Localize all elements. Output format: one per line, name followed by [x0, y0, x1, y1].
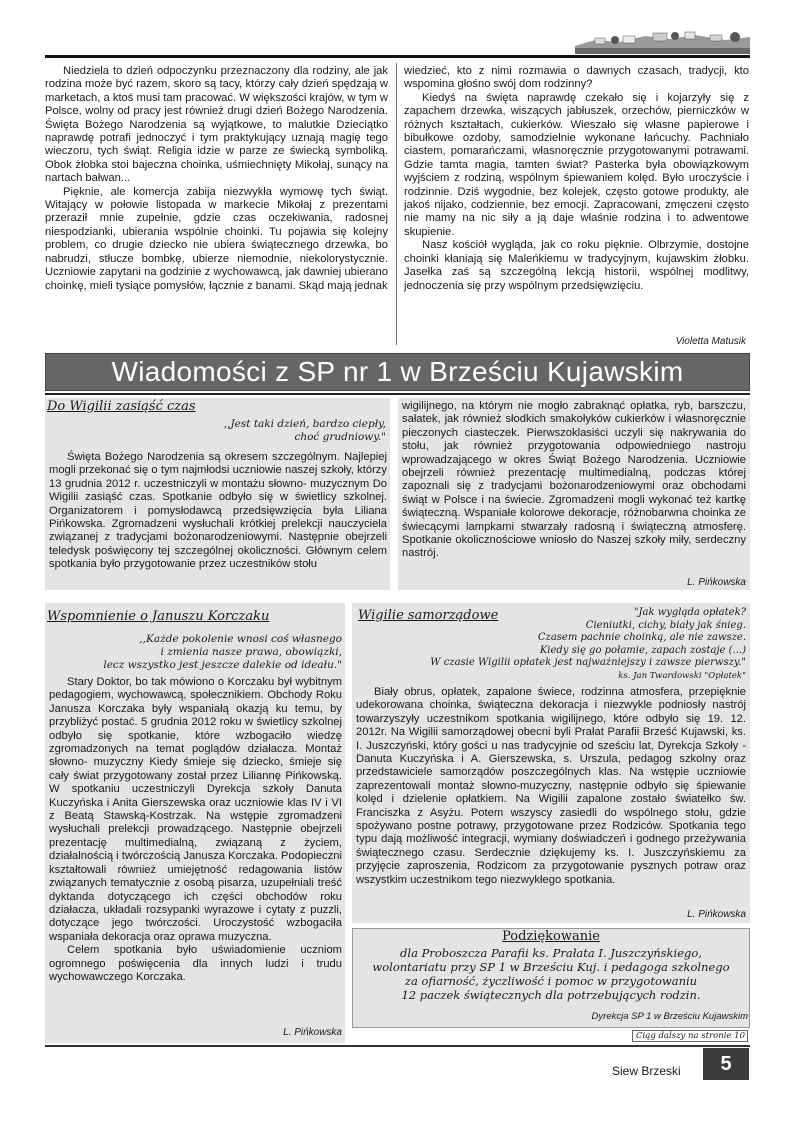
intro-article-right [404, 65, 749, 293]
top-rule [45, 55, 750, 58]
thanks-heading: Podziękowanie [502, 929, 600, 944]
author-signature: L. Pińkowska [687, 909, 746, 920]
article-paragraph: Stary Doktor, bo tak mówiono o Korczaku był wybitnym pedagogiem, wychowawcą, społecznikiem. Obchody Roku Janusza Korczaka były wspaniałą okazją ku temu, by przybliżyć postać. 5 grudnia 2012 roku w świetlicy szkolnej odbyło się spotkanie, które wzbogaciło wiedzę zgromadzonych na temat poglądów działacza. Montaż słowno- muzyczny Kiedy śmieje się dziecko, śmieje się cały świat przygotowany został przez Liliannę Pińkowską. W spotkaniu uczestniczyli Dyrekcja szkoły Danuta Kuczyńska i Anita Gierszewska oraz uczniowie klas IV i VI z Beatą Stawską-Kostrzak. Na wstępie zgromadzeni wysłuchali prelekcji prowadzącego. Następnie obejrzeli prezentację multimedialną, związaną z życiem, działalnością i twórczością Janusza Korczaka. Podopieczni kształtowali również umiejętność redagowania listów związanych tematycznie z osobą pisarza, uzupełniali treść dyktanda dotyczącego ich części obchodów roku działacza, układali rozsypanki wyrazowe i cytaty z puzzli, dotyczące jego twórczości. Uroczystość wzbogaciła wspaniała dekoracja oraz oprawa muzyczna. [49, 676, 342, 943]
author-signature: Violetta Matusik [675, 336, 746, 347]
magazine-name: Siew Brzeski [612, 1064, 681, 1078]
article-paragraph: Święta Bożego Narodzenia są okresem szczególnym. Najlepiej mogli przekonać się o tym najmłodsi uczniowie naszej szkoły, którzy 13 grudnia 2012 r. uczestniczyli w montażu słowno- muzycznym Do Wigilii zasiąść czas. Spotkanie odbyło się w świetlicy szkolnej. Organizatorem i pomysłodawcą przedsięwzięcia była Liliana Pińkowska. Zgromadzeni wysłuchali krótkiej prelekcji nauczyciela związanej z tradycjami bożonarodzeniowymi. Następnie obejrzeli teledysk poświęcony tej szczególnej okoliczności. Głównym celem spotkania było przygotowanie przez uczestników stołu [49, 451, 387, 571]
wigilii-text-right [402, 400, 746, 561]
article-heading: Do Wigilii zasiąść czas [47, 399, 196, 414]
header-landscape-photo [575, 24, 750, 54]
korczak-text [49, 676, 342, 984]
article-paragraph: Biały obrus, opłatek, zapalone świece, rodzinna atmosfera, przepięknie udekorowana choinka, świąteczna dekoracja i niezwykle podniosły nastrój towarzyszyły uczestnikom spotkania wigilijnego, które odbyło się 19. 12. 2012r. Na Wigilii samorządowej obecni byli Prałat Parafii Brześć Kujawski, ks. I. Juszczyński, który gości u nas tradycyjnie od sześciu lat, Dyrekcja Szkoły - Danuta Kuczyńska i A. Gierszewska, s. Urszula, pedagog szkolny oraz przedstawiciele samorządów poszczególnych klas. Na wstępie uczniowie zaprezentowali montaż słowno-muzyczny, następnie odbyło się śpiewanie kolęd i dzielenie opłatkiem. Na Wigilii zapalone zostało światełko św. Franciszka z Asyżu. Potem wszyscy zasiedli do wspólnego stołu, gdzie spożywano postne potrawy, przygotowane przez Rodziców. Spotkania tego typu dają możliwość integracji, wymiany doświadczeń i godnego przeżywania świątecznego czasu. Serdecznie dziękujemy ks. I. Juszczyńskiemu za przyjęcie zaproszenia, Rodzicom za przygotowanie pysznych potraw oraz wszystkim uczestnikom tego niezwykłego spotkania. [356, 686, 746, 886]
article-heading: Wspomnienie o Januszu Korczaku [47, 609, 270, 624]
article-quote: ,,Jest taki dzień, bardzo ciepły, choć grudniowy." [223, 418, 386, 443]
article-heading: Wigilie samorządowe [358, 608, 499, 623]
continued-note: Ciąg dalszy na stronie 10 [632, 1030, 748, 1042]
wigilii-text-left [49, 451, 387, 572]
intro-paragraph: Niedziela to dzień odpoczynku przeznaczony dla rodziny, ale jak rodzina może być razem, skoro są tacy, którzy cały dzień spędzają w marketach, a ktoś musi tam pracować. W większości krajów, w tym w Polsce, wolny od pracy jest również drugi dzień Bożego Narodzenia. Święta Bożego Narodzenia są wyjątkowe, to malutkie Dzieciątko naprawdę potrafi jednoczyć i tym praktykujący uznają magię tego wieczoru, tych świąt. Religia idzie w parze ze świecką symboliką. Obok żłobka stoi bajeczna choinka, uśmiechnięty Mikołaj, sunący na nartach bałwan... [45, 65, 388, 185]
section-title: Wiadomości z SP nr 1 w Brześciu Kujawskim [45, 353, 750, 391]
section-rule [45, 393, 750, 395]
intro-paragraph: Nasz kościół wygląda, jak co roku pięknie. Olbrzymie, dostojne choinki kłaniają się Maleńkiemu w tradycyjnym, kujawskim żłobku. Jasełka zaś są szczególną lekcją historii, wspólnej modlitwy, jednoczenia się przy wspólnym przedsięwzięciu. [404, 239, 749, 292]
poem-author: ks. Jan Twardowski "Opłatek" [618, 670, 746, 681]
thanks-signature: Dyrekcja SP 1 w Brześciu Kujawskim [591, 1011, 748, 1022]
article-paragraph: wigilijnego, na którym nie mogło zabraknąć opłatka, ryb, barszczu, sałatek, jak również słodkich smakołyków cukierków i własnoręcznie pieczonych ciasteczek. Pierwszoklasiści uczyli się nakrywania do stołu, jak również przygotowania odpowiedniego nastroju wprowadzającego w okres Świąt Bożego Narodzenia. Uczniowie obejrzeli również prezentację multimedialną, podczas której zapoznali się z tradycjami bożonarodzeniowymi oraz obchodami świąt w Polsce i na świecie. Zgromadzeni mogli wykonać też kartkę świąteczną. Wspaniałe kolorowe dekoracje, różnobarwna choinka ze świecącymi lampkami stwarzały radosną i świąteczną atmosferę. Spotkanie okolicznościowe wniosło do Naszej szkoły miły, serdeczny nastrój. [402, 400, 746, 560]
author-signature: L. Pińkowska [687, 577, 746, 588]
author-signature: L. Pińkowska [283, 1027, 342, 1038]
thanks-lines: dla Proboszcza Parafii ks. Prałata I. Juszczyńskiego, wolontariatu przy SP 1 w Brześciu Kuj. i pedagoga szkolnego za ofiarność, życzliwość i pomoc w przygotowaniu 12 paczek świątecznych dla potrzebujących rodzin. [372, 946, 730, 1002]
article-paragraph: Celem spotkania było uświadomienie uczniom ogromnego poświęcenia dla innych ludzi i trudu wychowawczego Korczaka. [49, 944, 342, 983]
page-number: 5 [703, 1048, 749, 1080]
article-quote: ,,Każde pokolenie wnosi coś własnego i zmienia nasze prawa, obowiązki, lecz wszystko jest jeszcze dalekie od ideału." [103, 633, 342, 671]
wigilie-text [356, 686, 746, 887]
intro-article-left [45, 65, 388, 293]
column-divider [396, 63, 397, 345]
bottom-rule [45, 1045, 750, 1047]
intro-paragraph: wiedzieć, kto z nimi rozmawia o dawnych czasach, tradycji, kto wspomina głośno swój dom rodzinny? [404, 65, 749, 91]
intro-paragraph: Kiedyś na święta naprawdę czekało się i kojarzyły się z zapachem drzewka, wiszących jabłuszek, orzechów, pierniczków w różnych kształtach, cukierków. Wieszało się własne papierowe i bibułkowe ozdoby, samodzielnie wykonane łańcuchy. Pachniało ciastem, pomarańczami, własnoręcznie przygotowanymi potrawami. Gdzie tamta magia, tamten świat? Pasterka była obowiązkowym wyjściem z rodziną, wspólnym śpiewaniem kolęd. Było uroczyście i rodzinnie. Dziś wygodnie, bez kolejek, często gotowe produkty, ale jakoś nijako, codziennie, bez emocji. Zapracowani, zmęczeni często nie mamy na nic siły a ją daje właśnie rodzina i to adwentowe skupienie. [404, 91, 749, 238]
article-poem: "Jak wygląda opłatek? Cieniutki, cichy, biały jak śnieg. Czasem pachnie choinką, ale nie zawsze. Kiedy się go połamie, zapach zostaje (...) W czasie Wigilii opłatek jest najważniejszy i zawsze pierwszy." ks. Jan Twardowski "Opłatek" [400, 607, 746, 683]
intro-paragraph: Pięknie, ale komercja zabija niezwykła wymowę tych świąt. Witający w połowie listopada w markecie Mikołaj z prezentami przeraził mnie zupełnie, gdzie czas oczekiwania, radosnej niespodzianki, ubierania wspólnie choinki. Tu pojawia się kolejny problem, co drugie dziecko nie ubiera świątecznego drzewka, bo nabrudzi, stłucze bombkę, ubierze niemodnie, niekolorystycznie. Uczniowie zapytani na godzinie z wychowawcą, jak dawniej ubierano choinkę, mieli tysiące pomysłów, łącznie z banami. Skąd mają jednak [45, 185, 388, 292]
